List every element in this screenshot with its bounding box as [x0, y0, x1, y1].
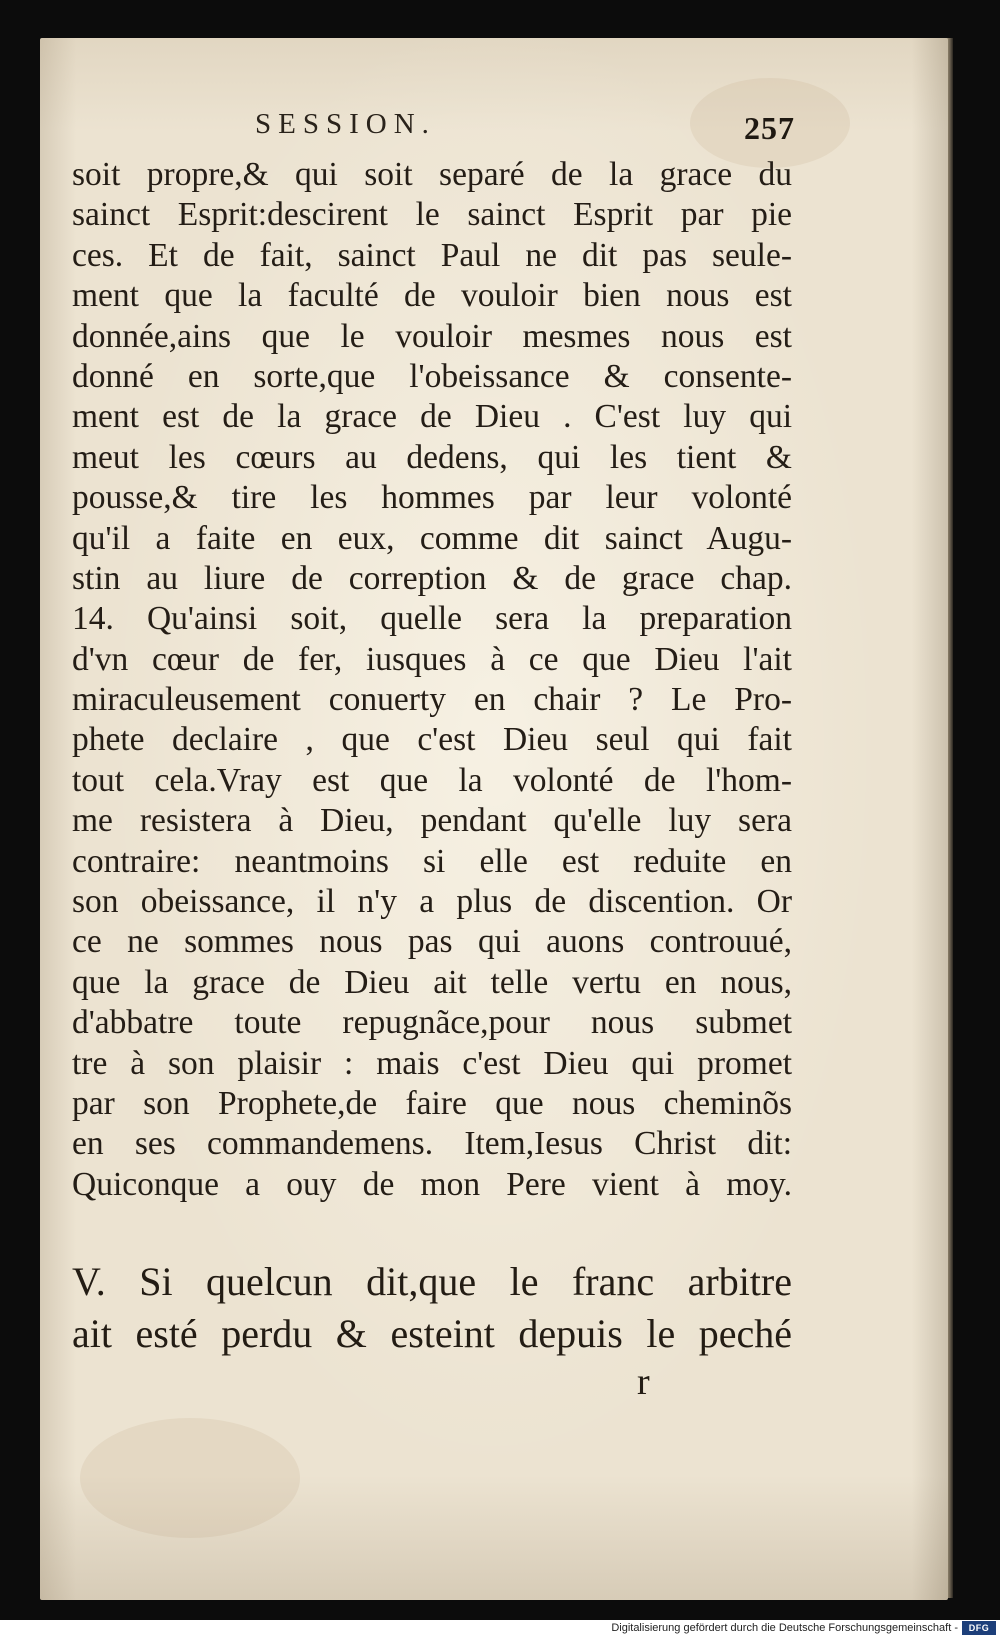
- paper-stain: [80, 1418, 300, 1538]
- funding-note: Digitalisierung gefördert durch die Deutsche Forschungsgemeinschaft -: [611, 1622, 958, 1634]
- page-number: 257: [744, 110, 795, 146]
- article-line: ait esté perdu & esteint depuis le peché: [72, 1311, 792, 1356]
- text-line: d'abbatre toute repugnãce,pour nous submet: [72, 1004, 792, 1042]
- text-line: tre à son plaisir : mais c'est Dieu qui promet: [72, 1044, 792, 1082]
- text-line: ces. Et de fait, sainct Paul ne dit pas seule-: [72, 236, 792, 274]
- text-line: contraire: neantmoins si elle est reduite en: [72, 842, 792, 880]
- text-line: son obeissance, il n'y a plus de discention. Or: [72, 883, 792, 921]
- text-line: ment est de la grace de Dieu . C'est luy qui: [72, 398, 792, 436]
- catchword: r: [637, 1361, 650, 1403]
- running-head: SESSION.: [255, 108, 436, 140]
- canon-article: [72, 1256, 792, 1360]
- body-text: [72, 155, 792, 1205]
- text-line: pousse,& tire les hommes par leur volonté: [72, 479, 792, 517]
- text-line: que la grace de Dieu ait telle vertu en nous,: [72, 963, 792, 1001]
- text-line: ment que la faculté de vouloir bien nous est: [72, 277, 792, 315]
- text-line: stin au liure de correption & de grace chap.: [72, 559, 792, 597]
- text-line: tout cela.Vray est que la volonté de l'hom-: [72, 761, 792, 799]
- text-line: soit propre,& qui soit separé de la grace du: [72, 156, 792, 193]
- text-line: meut les cœurs au dedens, qui les tient &: [72, 438, 792, 476]
- text-line: qu'il a faite en eux, comme dit sainct Augu-: [72, 519, 792, 557]
- article-line: V. Si quelcun dit,que le franc arbitre: [72, 1259, 792, 1304]
- text-line: Quiconque a ouy de mon Pere vient à moy.: [72, 1165, 792, 1203]
- text-line: ce ne sommes nous pas qui auons controuué,: [72, 923, 792, 961]
- text-line: par son Prophete,de faire que nous cheminõs: [72, 1084, 792, 1122]
- text-line: me resistera à Dieu, pendant qu'elle luy sera: [72, 802, 792, 840]
- text-line: miraculeusement conuerty en chair ? Le Pro-: [72, 681, 792, 719]
- text-line: d'vn cœur de fer, iusques à ce que Dieu l'ait: [72, 640, 792, 678]
- text-line: sainct Esprit:descirent le sainct Esprit par pie: [72, 196, 792, 234]
- dfg-logo: DFG: [962, 1621, 996, 1635]
- text-line: 14. Qu'ainsi soit, quelle sera la preparation: [72, 600, 792, 638]
- text-line: phete declaire , que c'est Dieu seul qui fait: [72, 721, 792, 759]
- text-line: donné en sorte,que l'obeissance & consente-: [72, 357, 792, 395]
- text-line: en ses commandemens. Item,Iesus Christ dit:: [72, 1125, 792, 1163]
- text-line: donnée,ains que le vouloir mesmes nous est: [72, 317, 792, 355]
